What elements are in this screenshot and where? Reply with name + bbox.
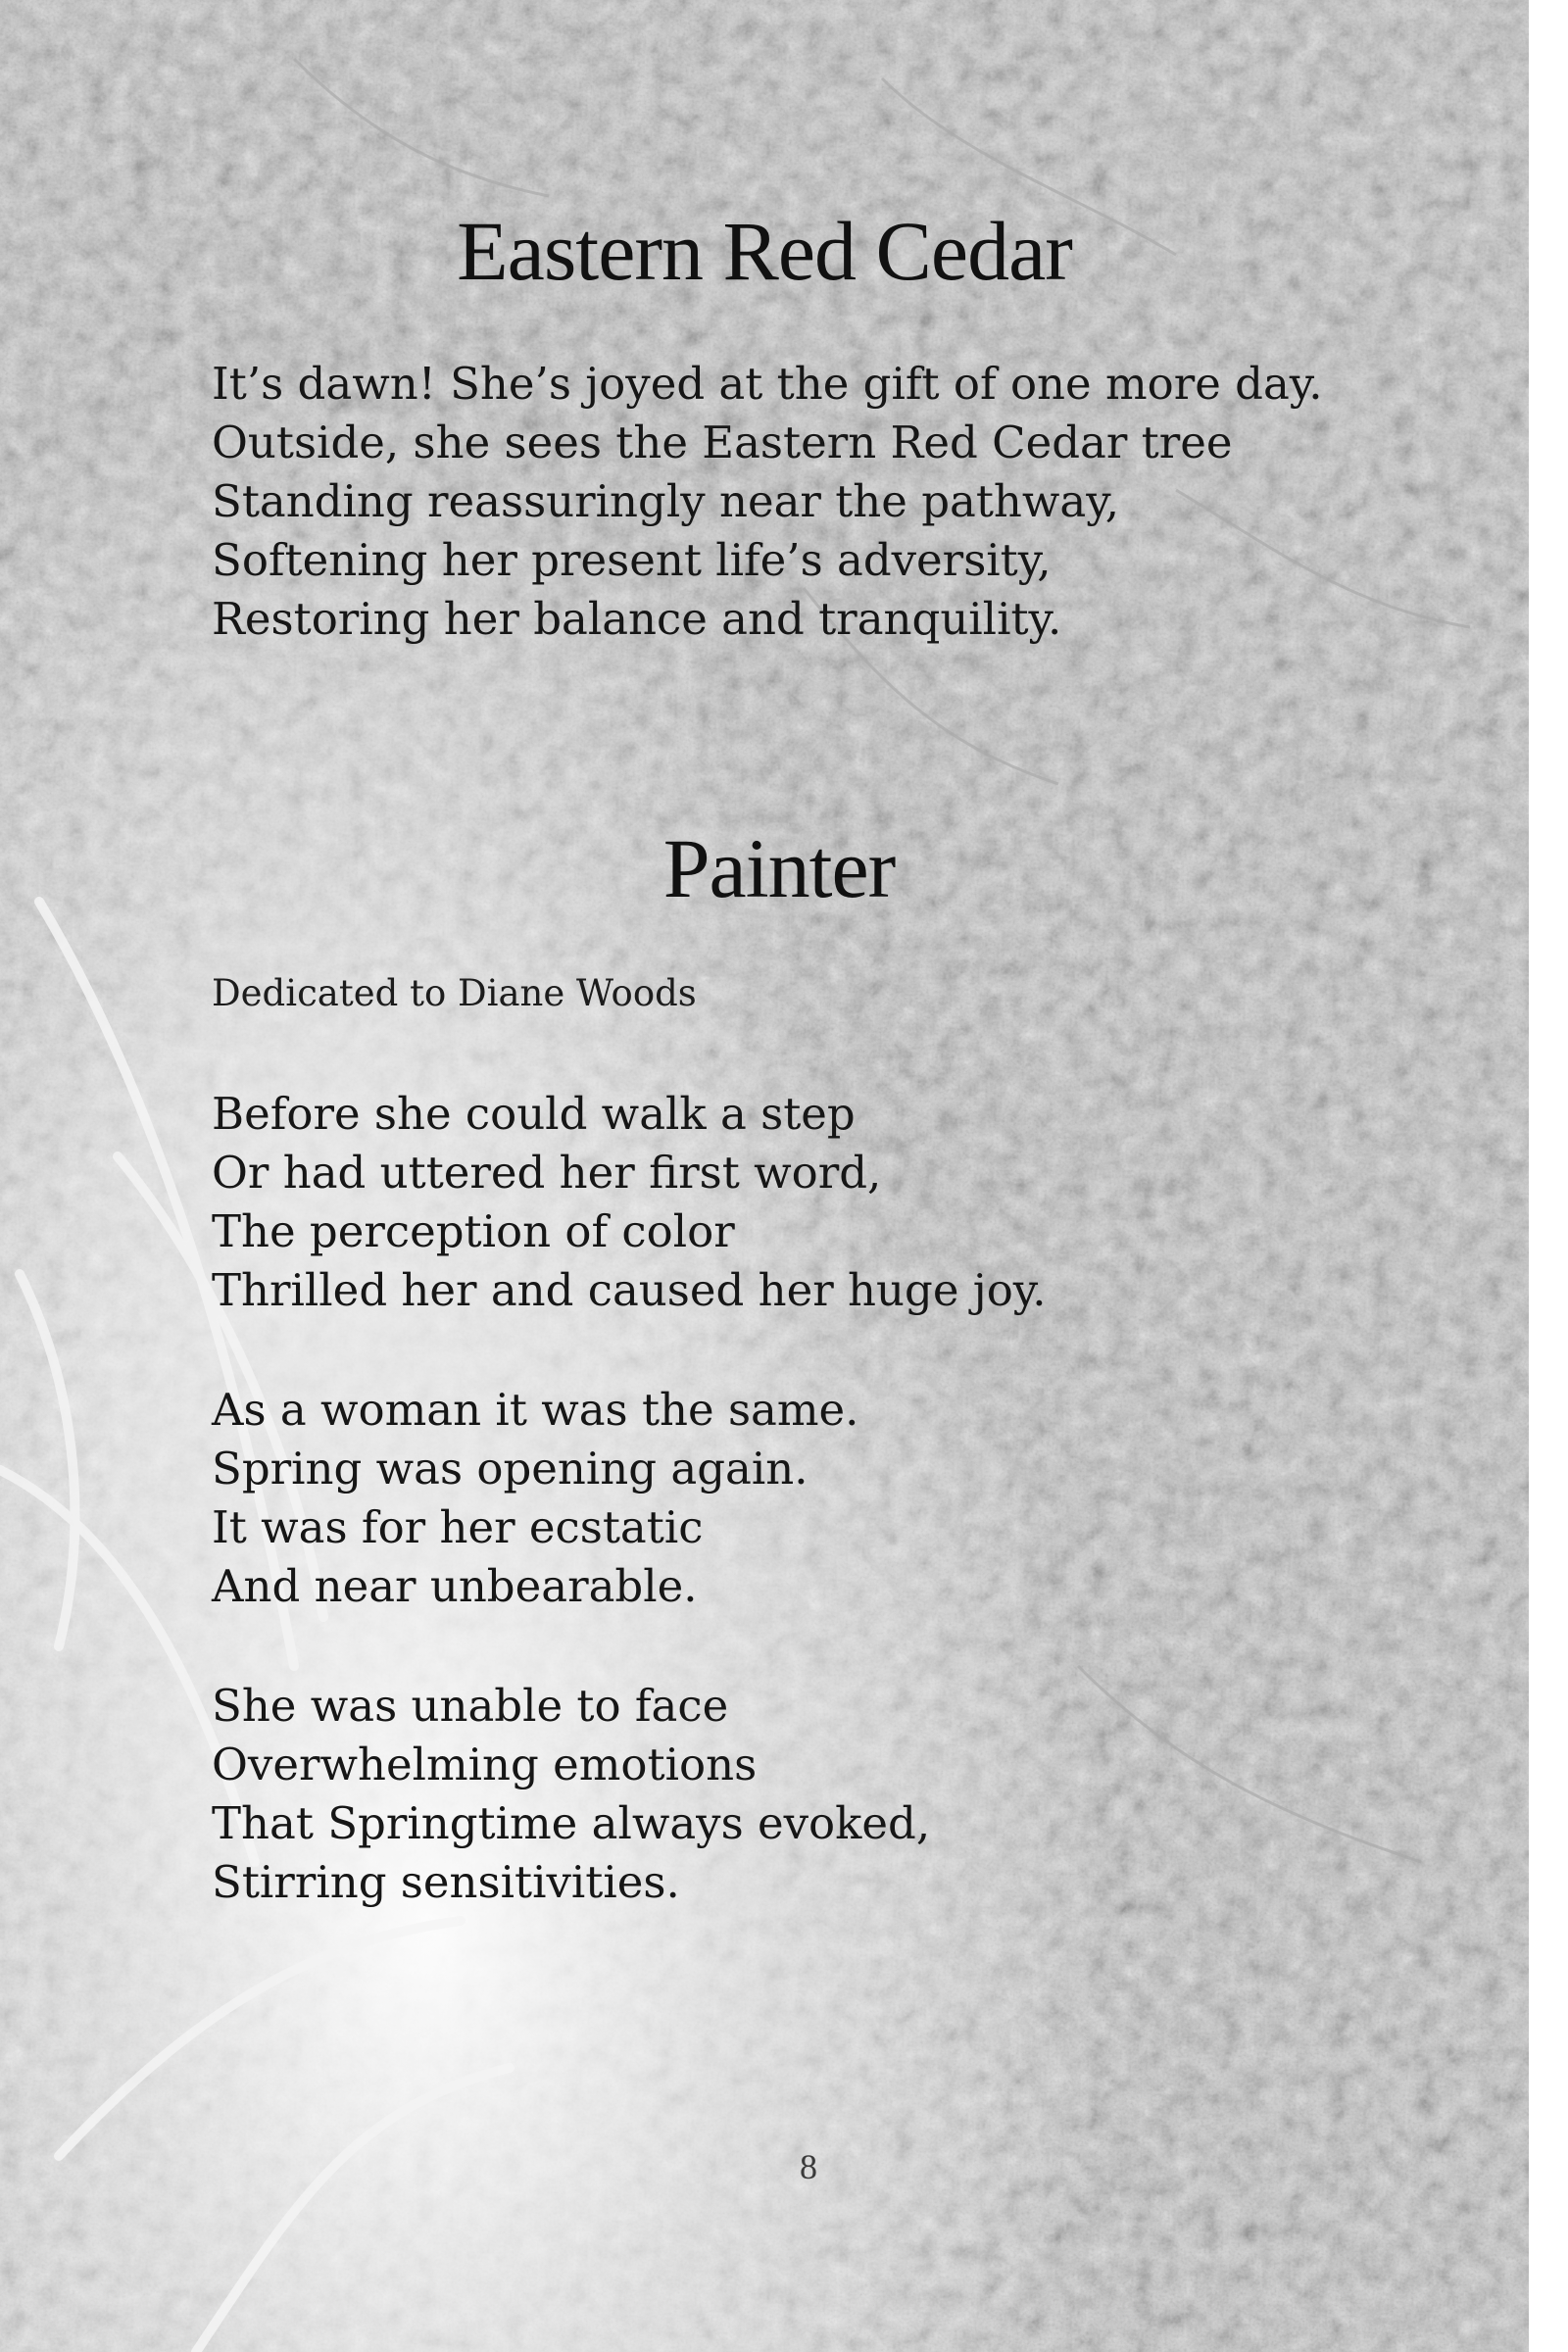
poem-stanza bbox=[212, 1677, 930, 1912]
poem-stanza bbox=[212, 1381, 858, 1616]
poem-line: Stirring sensitivities. bbox=[212, 1856, 680, 1908]
poem-line: She was unable to face bbox=[212, 1680, 729, 1732]
poem-line: The perception of color bbox=[212, 1205, 735, 1257]
page-number: 8 bbox=[800, 2147, 817, 2186]
poem-line: Before she could walk a step bbox=[212, 1088, 856, 1140]
poem-stanza bbox=[212, 355, 1323, 649]
poem-line: Restoring her balance and tranquility. bbox=[212, 593, 1062, 645]
poem-line: Outside, she sees the Eastern Red Cedar tree bbox=[212, 416, 1233, 468]
page-edge-margin bbox=[1529, 0, 1568, 2352]
poem-line: Overwhelming emotions bbox=[212, 1739, 758, 1790]
poem-line: That Springtime always evoked, bbox=[212, 1797, 931, 1849]
poem-line: It’s dawn! She’s joyed at the gift of one more day. bbox=[212, 358, 1323, 410]
poem-title-painter: Painter bbox=[662, 821, 896, 915]
poem-line: It was for her ecstatic bbox=[212, 1501, 704, 1553]
poem-title-eastern-red-cedar: Eastern Red Cedar bbox=[457, 204, 1072, 298]
poem-line: As a woman it was the same. bbox=[212, 1384, 859, 1436]
poem-line: And near unbearable. bbox=[212, 1560, 698, 1612]
poem-line: Softening her present life’s adversity, bbox=[212, 534, 1052, 586]
poem-line: Thrilled her and caused her huge joy. bbox=[212, 1264, 1047, 1316]
poem-stanza bbox=[212, 1085, 1047, 1320]
poem-line: Or had uttered her first word, bbox=[212, 1147, 882, 1199]
poem-line: Spring was opening again. bbox=[212, 1443, 808, 1494]
poem-dedication: Dedicated to Diane Woods bbox=[212, 972, 697, 1014]
poem-line: Standing reassuringly near the pathway, bbox=[212, 475, 1120, 527]
